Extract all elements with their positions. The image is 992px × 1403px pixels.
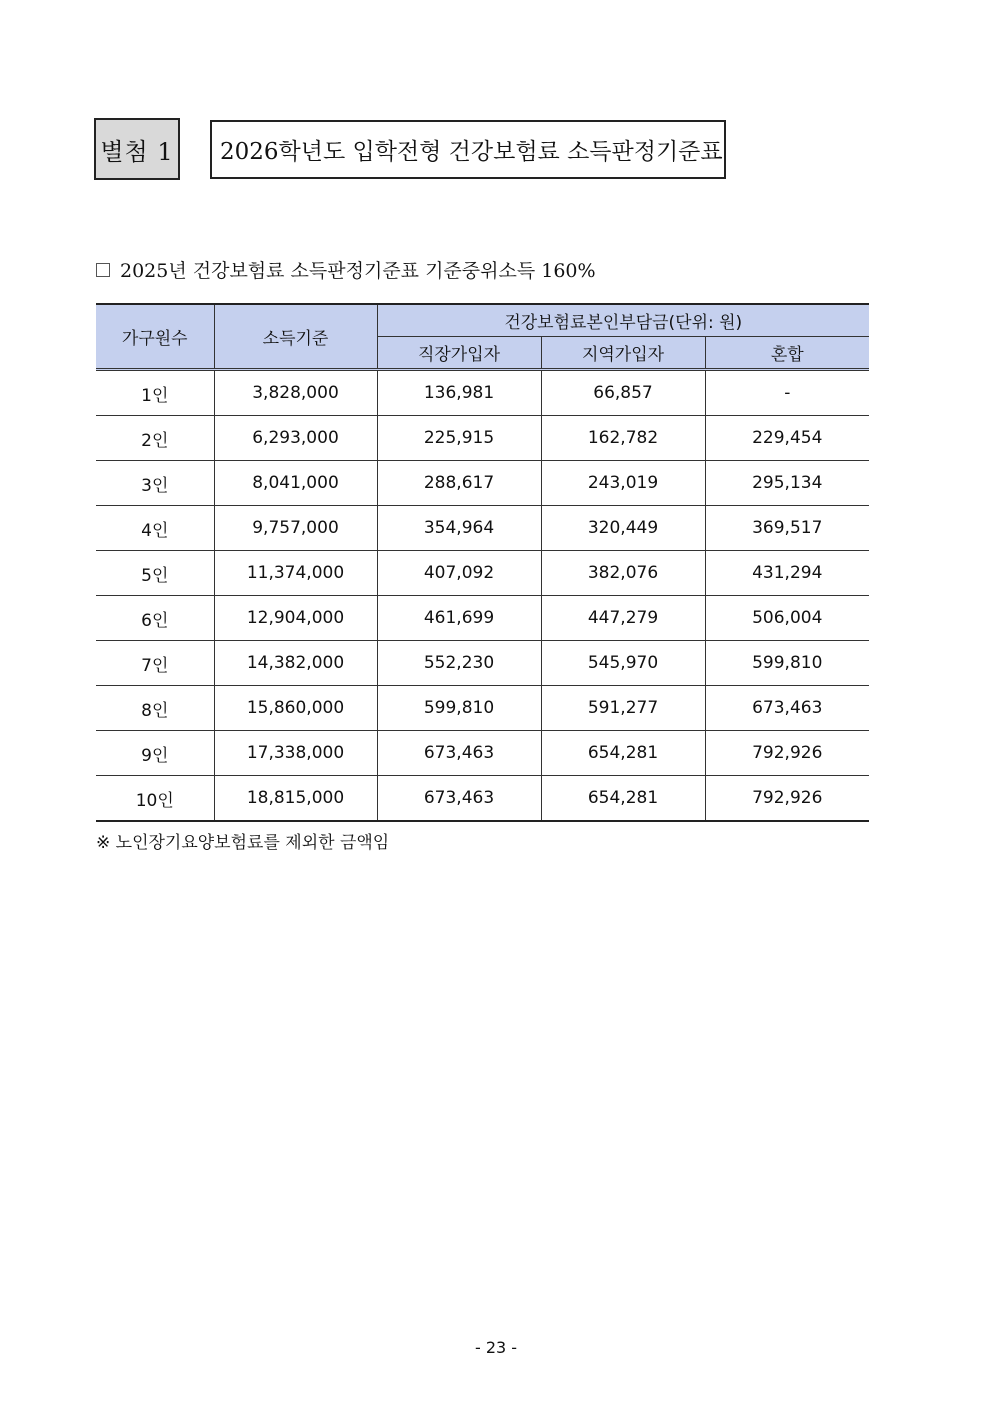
document-title: 2026학년도 입학전형 건강보험료 소득판정기준표	[210, 120, 726, 179]
cell-regional: 654,281	[541, 731, 705, 776]
table-row	[96, 731, 869, 776]
cell-regional: 591,277	[541, 686, 705, 731]
cell-workplace: 552,230	[377, 641, 541, 686]
table-row	[96, 776, 869, 822]
cell-household: 8인	[96, 686, 214, 731]
cell-income: 17,338,000	[214, 731, 377, 776]
cell-workplace: 599,810	[377, 686, 541, 731]
header-mixed: 혼합	[705, 337, 869, 370]
header-workplace: 직장가입자	[377, 337, 541, 370]
cell-household: 10인	[96, 776, 214, 822]
section-heading-text: 2025년 건강보험료 소득판정기준표 기준중위소득 160%	[120, 260, 596, 282]
cell-mixed: 431,294	[705, 551, 869, 596]
cell-mixed: 673,463	[705, 686, 869, 731]
cell-workplace: 461,699	[377, 596, 541, 641]
cell-income: 14,382,000	[214, 641, 377, 686]
cell-mixed: 229,454	[705, 416, 869, 461]
table-row	[96, 641, 869, 686]
cell-household: 5인	[96, 551, 214, 596]
cell-workplace: 288,617	[377, 461, 541, 506]
table-row	[96, 461, 869, 506]
cell-mixed: 506,004	[705, 596, 869, 641]
cell-workplace: 407,092	[377, 551, 541, 596]
header-premium-group: 건강보험료본인부담금(단위: 원)	[377, 304, 869, 337]
income-criteria-table	[96, 303, 869, 822]
cell-workplace: 136,981	[377, 370, 541, 416]
cell-household: 7인	[96, 641, 214, 686]
cell-regional: 243,019	[541, 461, 705, 506]
cell-regional: 382,076	[541, 551, 705, 596]
cell-income: 3,828,000	[214, 370, 377, 416]
annex-label: 별첨 1	[94, 118, 180, 180]
cell-income: 12,904,000	[214, 596, 377, 641]
cell-household: 2인	[96, 416, 214, 461]
cell-mixed: 295,134	[705, 461, 869, 506]
cell-mixed: 792,926	[705, 731, 869, 776]
header-household: 가구원수	[96, 304, 214, 370]
cell-mixed: 792,926	[705, 776, 869, 822]
cell-household: 3인	[96, 461, 214, 506]
cell-income: 8,041,000	[214, 461, 377, 506]
cell-regional: 162,782	[541, 416, 705, 461]
header-regional: 지역가입자	[541, 337, 705, 370]
table-body	[96, 370, 869, 822]
cell-mixed: 369,517	[705, 506, 869, 551]
cell-regional: 654,281	[541, 776, 705, 822]
cell-workplace: 225,915	[377, 416, 541, 461]
cell-income: 15,860,000	[214, 686, 377, 731]
header-income: 소득기준	[214, 304, 377, 370]
cell-income: 11,374,000	[214, 551, 377, 596]
checkbox-icon	[96, 263, 110, 277]
cell-income: 9,757,000	[214, 506, 377, 551]
section-heading	[96, 256, 596, 283]
table-row	[96, 686, 869, 731]
cell-mixed: -	[705, 370, 869, 416]
table-row	[96, 416, 869, 461]
cell-regional: 447,279	[541, 596, 705, 641]
cell-workplace: 673,463	[377, 731, 541, 776]
cell-income: 6,293,000	[214, 416, 377, 461]
table-row	[96, 596, 869, 641]
table-row	[96, 506, 869, 551]
cell-household: 1인	[96, 370, 214, 416]
page-number: - 23 -	[474, 1338, 518, 1357]
table-row	[96, 370, 869, 416]
cell-mixed: 599,810	[705, 641, 869, 686]
cell-regional: 320,449	[541, 506, 705, 551]
cell-regional: 545,970	[541, 641, 705, 686]
table-row	[96, 551, 869, 596]
cell-regional: 66,857	[541, 370, 705, 416]
cell-household: 6인	[96, 596, 214, 641]
cell-workplace: 354,964	[377, 506, 541, 551]
cell-workplace: 673,463	[377, 776, 541, 822]
cell-income: 18,815,000	[214, 776, 377, 822]
cell-household: 9인	[96, 731, 214, 776]
cell-household: 4인	[96, 506, 214, 551]
footnote: ※ 노인장기요양보험료를 제외한 금액임	[96, 833, 390, 853]
